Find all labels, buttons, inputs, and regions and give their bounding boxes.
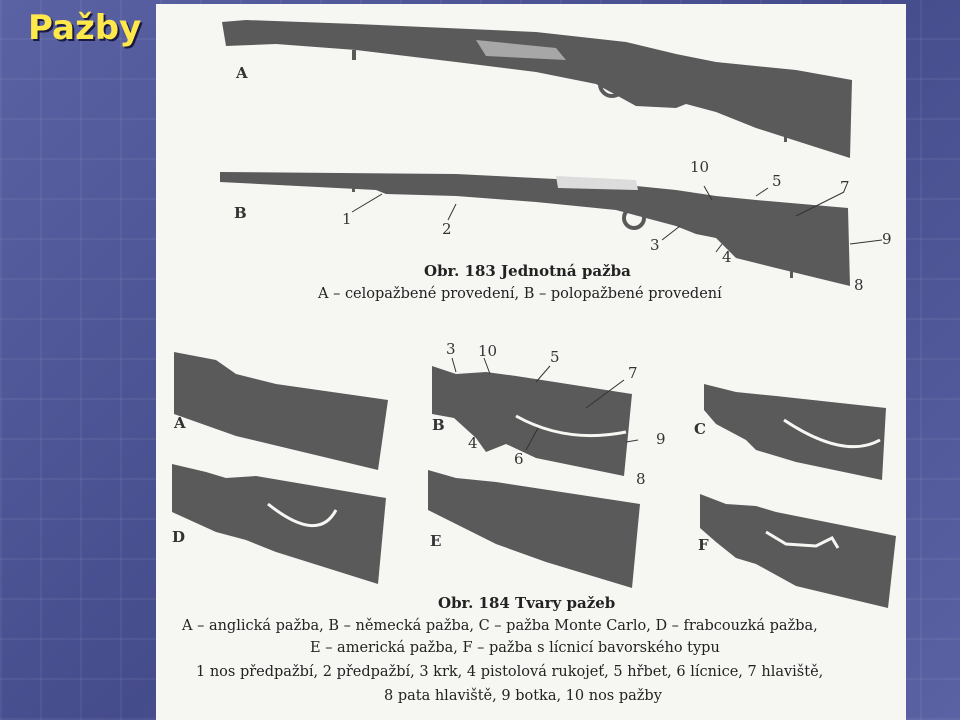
rifle-a-illustration <box>222 20 852 158</box>
stock-f-letter: F <box>698 536 709 554</box>
rifle-a-letter: A <box>236 64 248 82</box>
rifle-b-label-5: 5 <box>772 172 782 190</box>
stock-b-label-4: 4 <box>468 434 478 452</box>
stock-a-letter: A <box>174 414 186 432</box>
stock-b-label-5: 5 <box>550 348 560 366</box>
rifle-b-letter: B <box>234 204 247 222</box>
fig183-caption: A – celopažbené provedení, B – polopažbené provedení <box>318 286 722 302</box>
stock-b-label-7: 7 <box>628 364 638 382</box>
stock-b-label-3: 3 <box>446 340 456 358</box>
stock-shape-f <box>700 494 896 608</box>
fig183-title: Obr. 183 Jednotná pažba <box>424 262 631 280</box>
scanned-page <box>156 4 906 720</box>
stock-c-letter: C <box>694 420 706 438</box>
stock-shape-d <box>172 464 386 584</box>
stock-b-label-8: 8 <box>636 470 646 488</box>
stock-b-letter: B <box>432 416 445 434</box>
stock-shape-c <box>704 384 886 480</box>
stock-shape-e <box>428 470 640 588</box>
stock-shape-a <box>174 352 388 470</box>
fig184-caption-line-4: 8 pata hlaviště, 9 botka, 10 nos pažby <box>384 688 662 704</box>
stock-d-letter: D <box>172 528 186 546</box>
rifle-b-label-7: 7 <box>840 178 850 196</box>
rifle-b-label-10: 10 <box>690 158 710 176</box>
rifle-b-label-9: 9 <box>882 230 892 248</box>
fig184-caption-line-3: 1 nos předpažbí, 2 předpažbí, 3 krk, 4 pistolová rukojeť, 5 hřbet, 6 lícnice, 7 hlaviště, <box>196 664 824 680</box>
slide-title: Pažby <box>28 8 142 48</box>
rifle-b-label-1: 1 <box>342 210 352 228</box>
stock-b-label-6: 6 <box>514 450 524 468</box>
stock-b-label-10: 10 <box>478 342 498 360</box>
stock-shape-b <box>432 366 632 476</box>
fig184-caption-line-1: A – anglická pažba, B – německá pažba, C – pažba Monte Carlo, D – frabcouzká pažba, <box>182 618 818 634</box>
rifle-b-label-2: 2 <box>442 220 452 238</box>
rifle-b-label-3: 3 <box>650 236 660 254</box>
fig184-title: Obr. 184 Tvary pažeb <box>438 594 616 612</box>
rifle-b-label-4: 4 <box>722 248 732 266</box>
rifle-stock-illustrations <box>156 4 906 720</box>
stock-b-label-9: 9 <box>656 430 666 448</box>
fig184-caption-line-2: E – americká pažba, F – pažba s lícnicí bavorského typu <box>310 640 720 656</box>
stock-e-letter: E <box>430 532 442 550</box>
rifle-b-label-8: 8 <box>854 276 864 294</box>
